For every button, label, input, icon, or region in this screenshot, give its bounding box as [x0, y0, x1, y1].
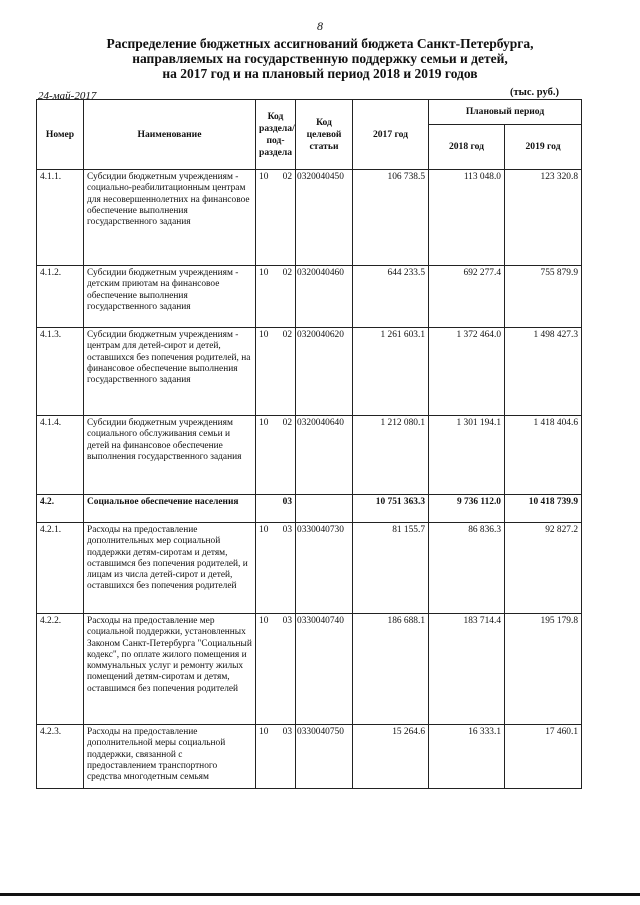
row-number: 4.1.3. — [37, 328, 84, 416]
header-section-code: Код раздела/ под-раздела — [256, 100, 296, 170]
row-item-code: 0320040640 — [296, 416, 353, 495]
bottom-border-line — [0, 893, 640, 896]
row-name: Субсидии бюджетным учреждениям - детским приютам на финансовое обеспечение выполнения государственного задания — [84, 266, 256, 328]
row-name: Расходы на предоставление мер социальной поддержки, установленных Законом Санкт-Петербурга "Социальный кодекс", по оплате жилого помещения и коммунальных услуг и ремонту жилых помещений детям-сиротам и детям, оставшимся без попечения родителей — [84, 614, 256, 725]
title-line-1: Распределение бюджетных ассигнований бюджета Санкт-Петербурга, — [106, 36, 534, 51]
row-value-2017: 106 738.5 — [353, 170, 429, 266]
row-number: 4.2.1. — [37, 523, 84, 614]
row-value-2018: 1 372 464.0 — [429, 328, 505, 416]
table-row — [37, 266, 582, 328]
section-row — [37, 495, 582, 523]
row-value-2017: 1 212 080.1 — [353, 416, 429, 495]
row-value-2018: 86 836.3 — [429, 523, 505, 614]
row-subsection-code: 02 — [276, 416, 296, 495]
table-row — [37, 725, 582, 789]
table-row — [37, 170, 582, 266]
row-number: 4.1.2. — [37, 266, 84, 328]
header-year-2017: 2017 год — [353, 100, 429, 170]
document-title — [70, 36, 570, 81]
row-item-code: 0320040620 — [296, 328, 353, 416]
row-item-code: 0330040730 — [296, 523, 353, 614]
row-value-2018: 16 333.1 — [429, 725, 505, 789]
row-value-2019: 10 418 739.9 — [505, 495, 582, 523]
row-section-code: 10 — [256, 328, 276, 416]
header-planned-period: Плановый период — [429, 100, 582, 125]
row-item-code: 0330040740 — [296, 614, 353, 725]
header-year-2019: 2019 год — [505, 125, 582, 170]
row-section-code: 10 — [256, 170, 276, 266]
row-value-2018: 9 736 112.0 — [429, 495, 505, 523]
title-line-2: направляемых на государственную поддержку семьи и детей, — [132, 51, 508, 66]
row-number: 4.1.4. — [37, 416, 84, 495]
row-subsection-code: 02 — [276, 266, 296, 328]
row-number: 4.1.1. — [37, 170, 84, 266]
units-label: (тыс. руб.) — [510, 87, 559, 98]
row-value-2017: 186 688.1 — [353, 614, 429, 725]
row-value-2018: 692 277.4 — [429, 266, 505, 328]
title-line-3: на 2017 год и на плановый период 2018 и 2019 годов — [162, 66, 478, 81]
row-section-code: 10 — [256, 416, 276, 495]
row-value-2018: 1 301 194.1 — [429, 416, 505, 495]
row-name: Социальное обеспечение населения — [84, 495, 256, 523]
row-value-2019: 755 879.9 — [505, 266, 582, 328]
row-name: Субсидии бюджетным учреждениям - центрам для детей-сирот и детей, оставшихся без попечения родителей, на финансовое обеспечение выполнения государственного задания — [84, 328, 256, 416]
row-number: 4.2.3. — [37, 725, 84, 789]
table-row — [37, 416, 582, 495]
row-value-2019: 123 320.8 — [505, 170, 582, 266]
table-row — [37, 523, 582, 614]
row-name: Расходы на предоставление дополнительных мер социальной поддержки детям-сиротам и детям, оставшимся без попечения родителей, и лицам из числа детей-сирот и детей, оставшихся без попечения родителей — [84, 523, 256, 614]
document-date: 24-май-2017 — [38, 90, 97, 102]
table-body — [37, 170, 582, 789]
row-number: 4.2. — [37, 495, 84, 523]
table-row — [37, 328, 582, 416]
budget-table — [36, 99, 582, 789]
row-item-code: 0330040750 — [296, 725, 353, 789]
row-value-2017: 81 155.7 — [353, 523, 429, 614]
row-value-2019: 1 498 427.3 — [505, 328, 582, 416]
row-subsection-code: 02 — [276, 170, 296, 266]
row-value-2017: 10 751 363.3 — [353, 495, 429, 523]
row-item-code: 0320040450 — [296, 170, 353, 266]
header-item-code: Код целевой статьи — [296, 100, 353, 170]
table-row — [37, 614, 582, 725]
row-name: Субсидии бюджетным учреждениям - социально-реабилитационным центрам для несовершеннолетних на финансовое обеспечение выполнения государственного задания — [84, 170, 256, 266]
row-value-2017: 1 261 603.1 — [353, 328, 429, 416]
row-item-code — [296, 495, 353, 523]
row-value-2019: 17 460.1 — [505, 725, 582, 789]
row-value-2018: 113 048.0 — [429, 170, 505, 266]
row-name: Расходы на предоставление дополнительной меры социальной поддержки, связанной с предоставлением транспортного средства многодетным семьям — [84, 725, 256, 789]
page-number: 8 — [317, 19, 323, 33]
header-year-2018: 2018 год — [429, 125, 505, 170]
row-section-code: 10 — [256, 266, 276, 328]
row-section-code — [256, 495, 276, 523]
header-name: Наименование — [84, 100, 256, 170]
row-section-code: 10 — [256, 614, 276, 725]
row-subsection-code: 03 — [276, 495, 296, 523]
row-subsection-code: 03 — [276, 725, 296, 789]
header-number: Номер — [37, 100, 84, 170]
row-item-code: 0320040460 — [296, 266, 353, 328]
row-value-2018: 183 714.4 — [429, 614, 505, 725]
row-subsection-code: 03 — [276, 523, 296, 614]
row-section-code: 10 — [256, 725, 276, 789]
row-number: 4.2.2. — [37, 614, 84, 725]
row-value-2019: 92 827.2 — [505, 523, 582, 614]
row-subsection-code: 02 — [276, 328, 296, 416]
row-value-2017: 15 264.6 — [353, 725, 429, 789]
row-section-code: 10 — [256, 523, 276, 614]
row-value-2019: 1 418 404.6 — [505, 416, 582, 495]
row-value-2019: 195 179.8 — [505, 614, 582, 725]
row-subsection-code: 03 — [276, 614, 296, 725]
row-value-2017: 644 233.5 — [353, 266, 429, 328]
row-name: Субсидии бюджетным учреждениям социального обслуживания семьи и детей на финансовое обеспечение выполнения государственного задания — [84, 416, 256, 495]
